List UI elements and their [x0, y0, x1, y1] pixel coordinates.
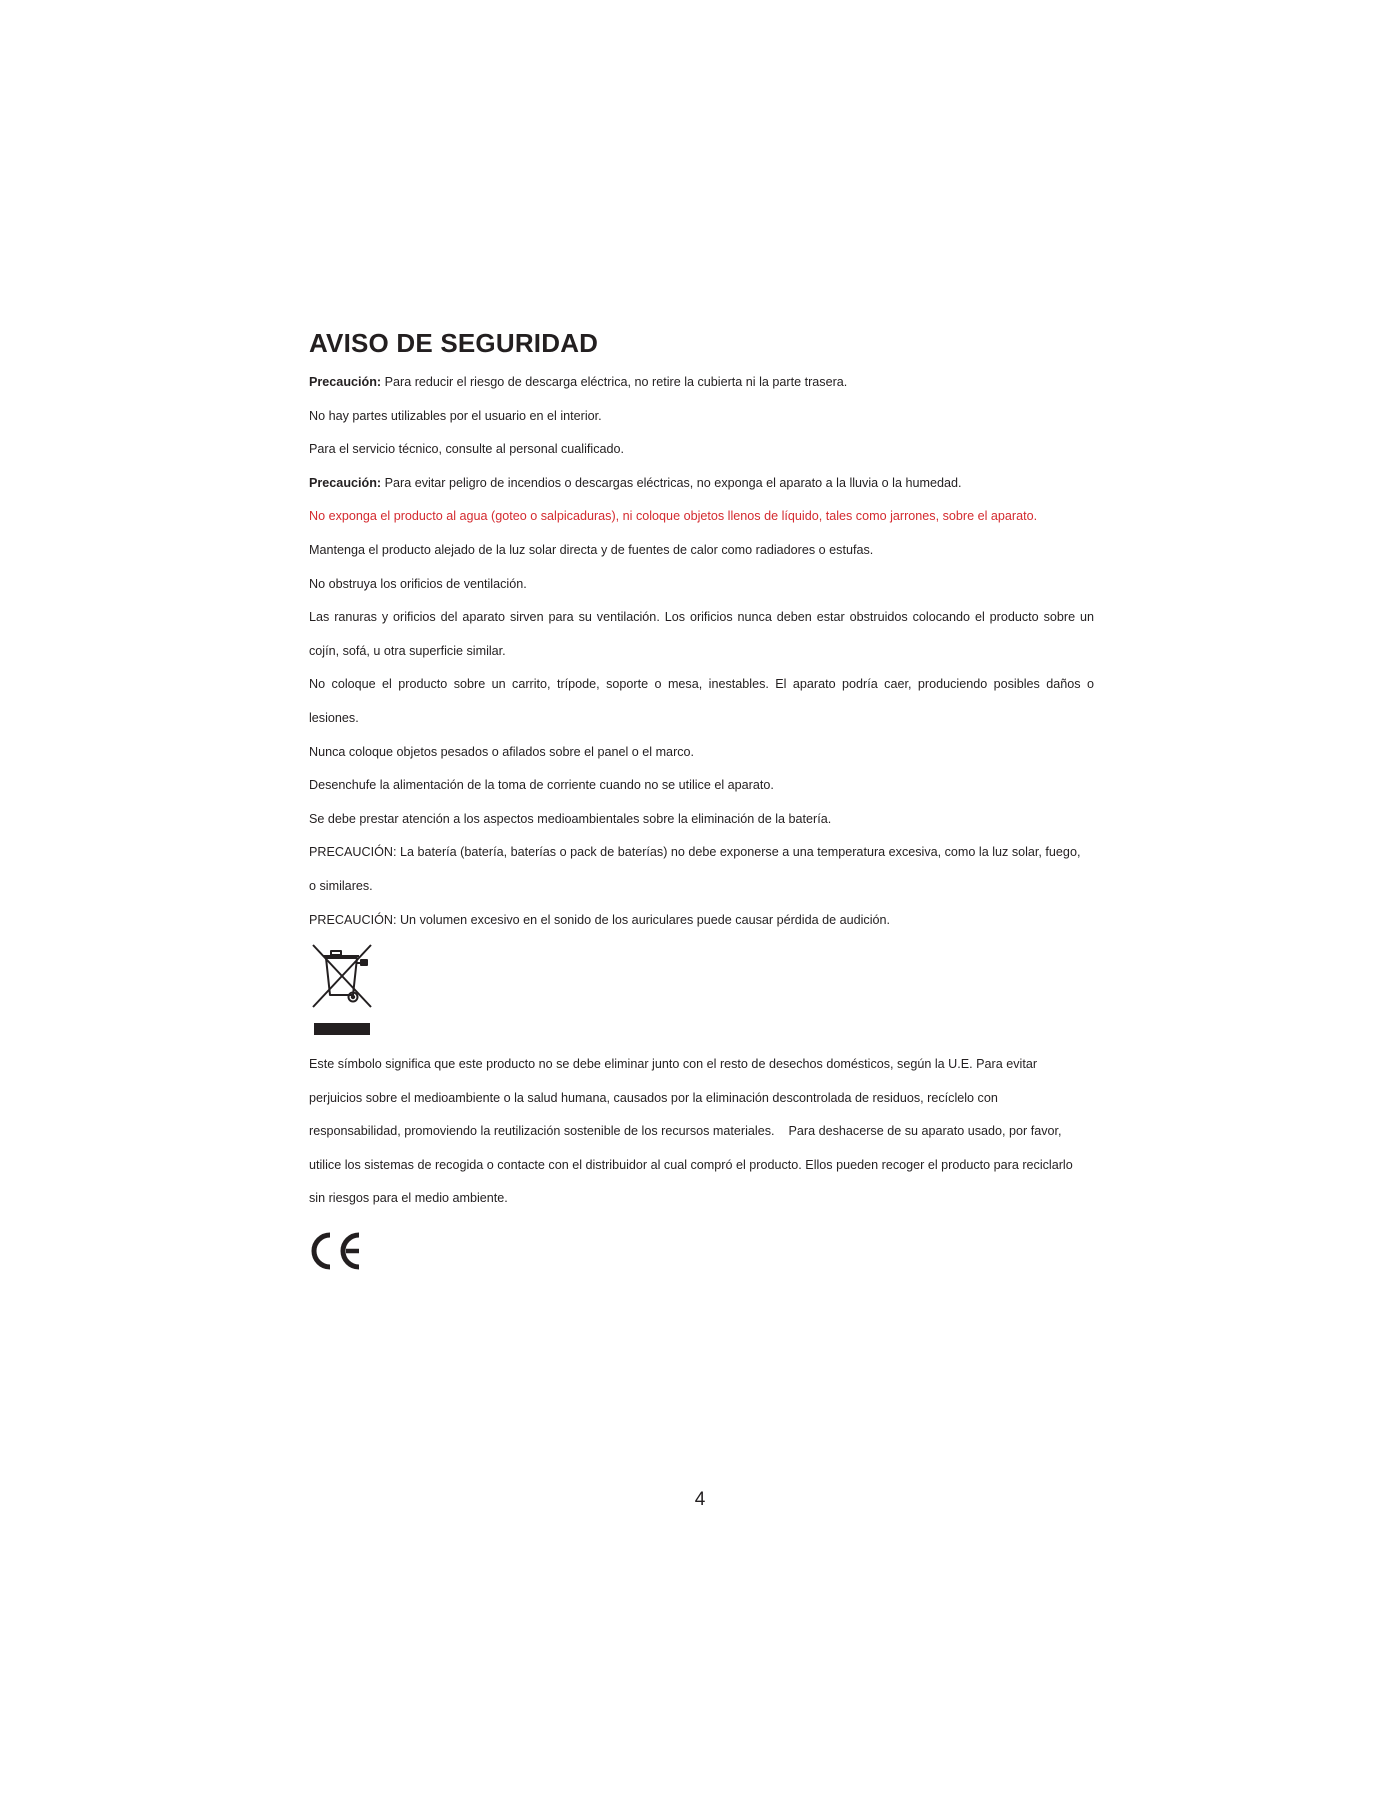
weee-line: Este símbolo significa que este producto no se debe eliminar junto con el resto de desechos domésticos, según la U.E. Para evitar: [309, 1057, 1038, 1072]
weee-line: responsabilidad, promoviendo la reutilización sostenible de los recursos materiales. Para deshacerse de su aparato usado, por favor,: [309, 1124, 1062, 1139]
caution-label: Precaución:: [309, 475, 382, 490]
safety-line: No obstruya los orificios de ventilación.: [309, 576, 527, 591]
safety-line: [309, 366, 1094, 400]
safety-line: o similares.: [309, 878, 373, 893]
safety-line: No coloque el producto sobre un carrito, trípode, soporte o mesa, inestables. El aparato podría caer, produciendo posibles daños o: [309, 677, 1094, 692]
safety-line: cojín, sofá, u otra superficie similar.: [309, 643, 506, 658]
safety-line: [309, 467, 1094, 501]
safety-text: Para evitar peligro de incendios o descargas eléctricas, no exponga el aparato a la lluvia o la humedad.: [381, 475, 962, 490]
safety-line: lesiones.: [309, 710, 359, 725]
weee-line: perjuicios sobre el medioambiente o la salud humana, causados por la eliminación descontrolada de residuos, recíclelo con: [309, 1090, 998, 1105]
ce-mark-icon: [309, 1230, 365, 1272]
safety-line: PRECAUCIÓN: Un volumen excesivo en el sonido de los auriculares puede causar pérdida de audición.: [309, 912, 891, 927]
water-warning-line: No exponga el producto al agua (goteo o salpicaduras), ni coloque objetos llenos de líquido, tales como jarrones, sobre el aparato.: [309, 509, 1038, 524]
safety-line: Desenchufe la alimentación de la toma de corriente cuando no se utilice el aparato.: [309, 778, 774, 793]
page-number: 4: [694, 1489, 706, 1510]
safety-line: Se debe prestar atención a los aspectos medioambientales sobre la eliminación de la batería.: [309, 811, 832, 826]
safety-line: No hay partes utilizables por el usuario en el interior.: [309, 408, 602, 423]
safety-line: Nunca coloque objetos pesados o afilados sobre el panel o el marco.: [309, 744, 695, 759]
caution-label: Precaución:: [309, 375, 382, 389]
safety-line: Las ranuras y orificios del aparato sirven para su ventilación. Los orificios nunca deben estar obstruidos colocando el producto sobre un: [309, 610, 1094, 625]
safety-line: Para el servicio técnico, consulte al personal cualificado.: [309, 442, 625, 457]
weee-line: utilice los sistemas de recogida o contacte con el distribuidor al cual compró el producto. Ellos pueden recoger el producto para reciclarlo: [309, 1157, 1073, 1172]
safety-line: Mantenga el producto alejado de la luz solar directa y de fuentes de calor como radiadores o estufas.: [309, 542, 874, 557]
crossed-out-wheeled-bin-icon: [309, 941, 375, 1035]
safety-line: PRECAUCIÓN: La batería (batería, baterías o pack de baterías) no debe exponerse a una temperatura excesiva, como la luz solar, fuego,: [309, 845, 1081, 860]
weee-line: sin riesgos para el medio ambiente.: [309, 1191, 508, 1206]
page-title: AVISO DE SEGURIDAD: [309, 328, 599, 358]
page-content: [309, 320, 1094, 1277]
safety-text: Para reducir el riesgo de descarga eléctrica, no retire la cubierta ni la parte trasera.: [381, 375, 848, 389]
